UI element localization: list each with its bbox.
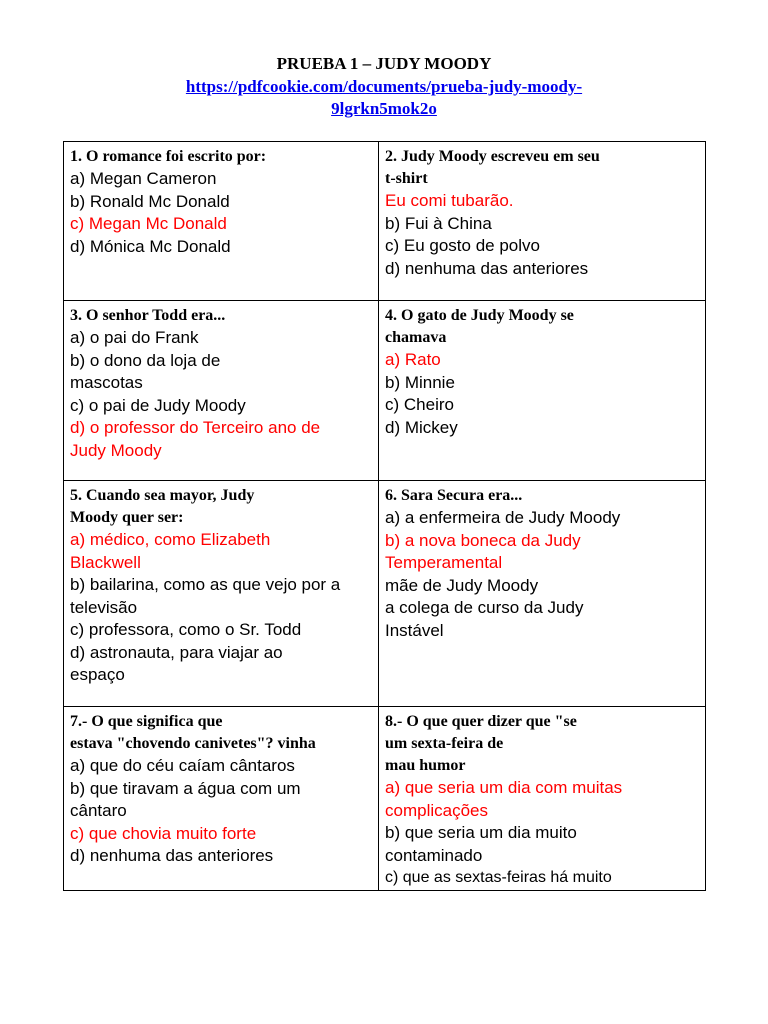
answer-option: b) Fui à China [385, 213, 492, 233]
answer-option-correct: Judy Moody [70, 440, 162, 460]
answer-option-correct: a) Rato [385, 350, 441, 369]
source-link-line-2[interactable]: 9lgrkn5mok2o [331, 99, 437, 118]
question-text: 5. Cuando sea mayor, Judy [70, 487, 255, 504]
quiz-row [64, 481, 706, 707]
answer-option: c) que as sextas-feiras há muito [385, 869, 612, 886]
answer-option: c) professora, como o Sr. Todd [70, 620, 302, 639]
answer-option-correct: d) o professor do Terceiro ano de [70, 418, 321, 437]
answer-option-correct: complicações [385, 800, 488, 820]
answer-option: d) astronauta, para viajar ao [70, 642, 283, 662]
quiz-row [64, 707, 706, 891]
answer-option: c) Eu gosto de polvo [385, 236, 540, 255]
question-cell-4 [379, 301, 706, 481]
question-text: 8.- O que quer dizer que "se [385, 713, 577, 730]
answer-option: a) Megan Cameron [70, 169, 217, 188]
page-title: PRUEBA 1 – JUDY MOODY [276, 54, 492, 73]
answer-option: b) Ronald Mc Donald [70, 191, 230, 211]
answer-option-correct: Eu comi tubarão. [385, 191, 514, 210]
question-text: 7.- O que significa que [70, 713, 223, 730]
answer-option: b) o dono da loja de [70, 350, 221, 370]
question-text: 3. O senhor Todd era... [70, 307, 226, 324]
answer-option: b) Minnie [385, 372, 455, 392]
answer-option-correct: c) Megan Mc Donald [70, 214, 227, 233]
answer-option-correct: Temperamental [385, 553, 503, 572]
answer-option: televisão [70, 597, 138, 617]
question-cell-1 [64, 142, 379, 301]
answer-option: espaço [70, 665, 125, 684]
answer-option-correct: c) que chovia muito forte [70, 823, 257, 843]
question-cell-6 [379, 481, 706, 707]
question-cell-2 [379, 142, 706, 301]
answer-option-correct: b) a nova boneca da Judy [385, 530, 581, 550]
answer-option: c) Cheiro [385, 395, 454, 414]
answer-option: d) Mónica Mc Donald [70, 236, 231, 256]
answer-option-correct: Blackwell [70, 552, 141, 572]
question-text: 4. O gato de Judy Moody se [385, 307, 574, 324]
question-cell-5 [64, 481, 379, 707]
question-text: Moody quer ser: [70, 509, 184, 526]
quiz-row [64, 142, 706, 301]
quiz-table [63, 141, 706, 891]
question-text: estava "chovendo canivetes"? vinha [70, 735, 316, 752]
question-cell-7 [64, 707, 379, 891]
answer-option: d) nenhuma das anteriores [70, 846, 274, 865]
answer-option: a) o pai do Frank [70, 328, 199, 347]
answer-option: Instável [385, 620, 444, 640]
answer-option-correct: a) que seria um dia com muitas [385, 778, 623, 797]
question-text: 6. Sara Secura era... [385, 487, 523, 504]
question-text: mau humor [385, 757, 466, 774]
answer-option: mãe de Judy Moody [385, 575, 539, 595]
quiz-row [64, 301, 706, 481]
answer-option: b) bailarina, como as que vejo por a [70, 575, 341, 594]
answer-option-correct: a) médico, como Elizabeth [70, 530, 271, 549]
answer-option: a) que do céu caíam cântaros [70, 756, 295, 775]
question-cell-8 [379, 707, 706, 891]
answer-option: a) a enfermeira de Judy Moody [385, 508, 621, 527]
source-link-line-1[interactable]: https://pdfcookie.com/documents/prueba-judy-moody- [185, 77, 583, 96]
answer-option: b) que seria um dia muito [385, 823, 577, 842]
answer-option: d) Mickey [385, 417, 458, 437]
answer-option: contaminado [385, 845, 483, 865]
answer-option: mascotas [70, 373, 143, 392]
answer-option: c) o pai de Judy Moody [70, 395, 246, 415]
question-text: chamava [385, 329, 447, 346]
answer-option: d) nenhuma das anteriores [385, 258, 589, 278]
question-text: t-shirt [385, 170, 428, 187]
question-cell-3 [64, 301, 379, 481]
answer-option: b) que tiravam a água com um [70, 778, 301, 798]
answer-option: a colega de curso da Judy [385, 598, 584, 617]
answer-option: cântaro [70, 801, 127, 820]
question-text: um sexta-feira de [385, 735, 504, 752]
question-text: 1. O romance foi escrito por: [70, 148, 267, 165]
question-text: 2. Judy Moody escreveu em seu [385, 148, 600, 165]
